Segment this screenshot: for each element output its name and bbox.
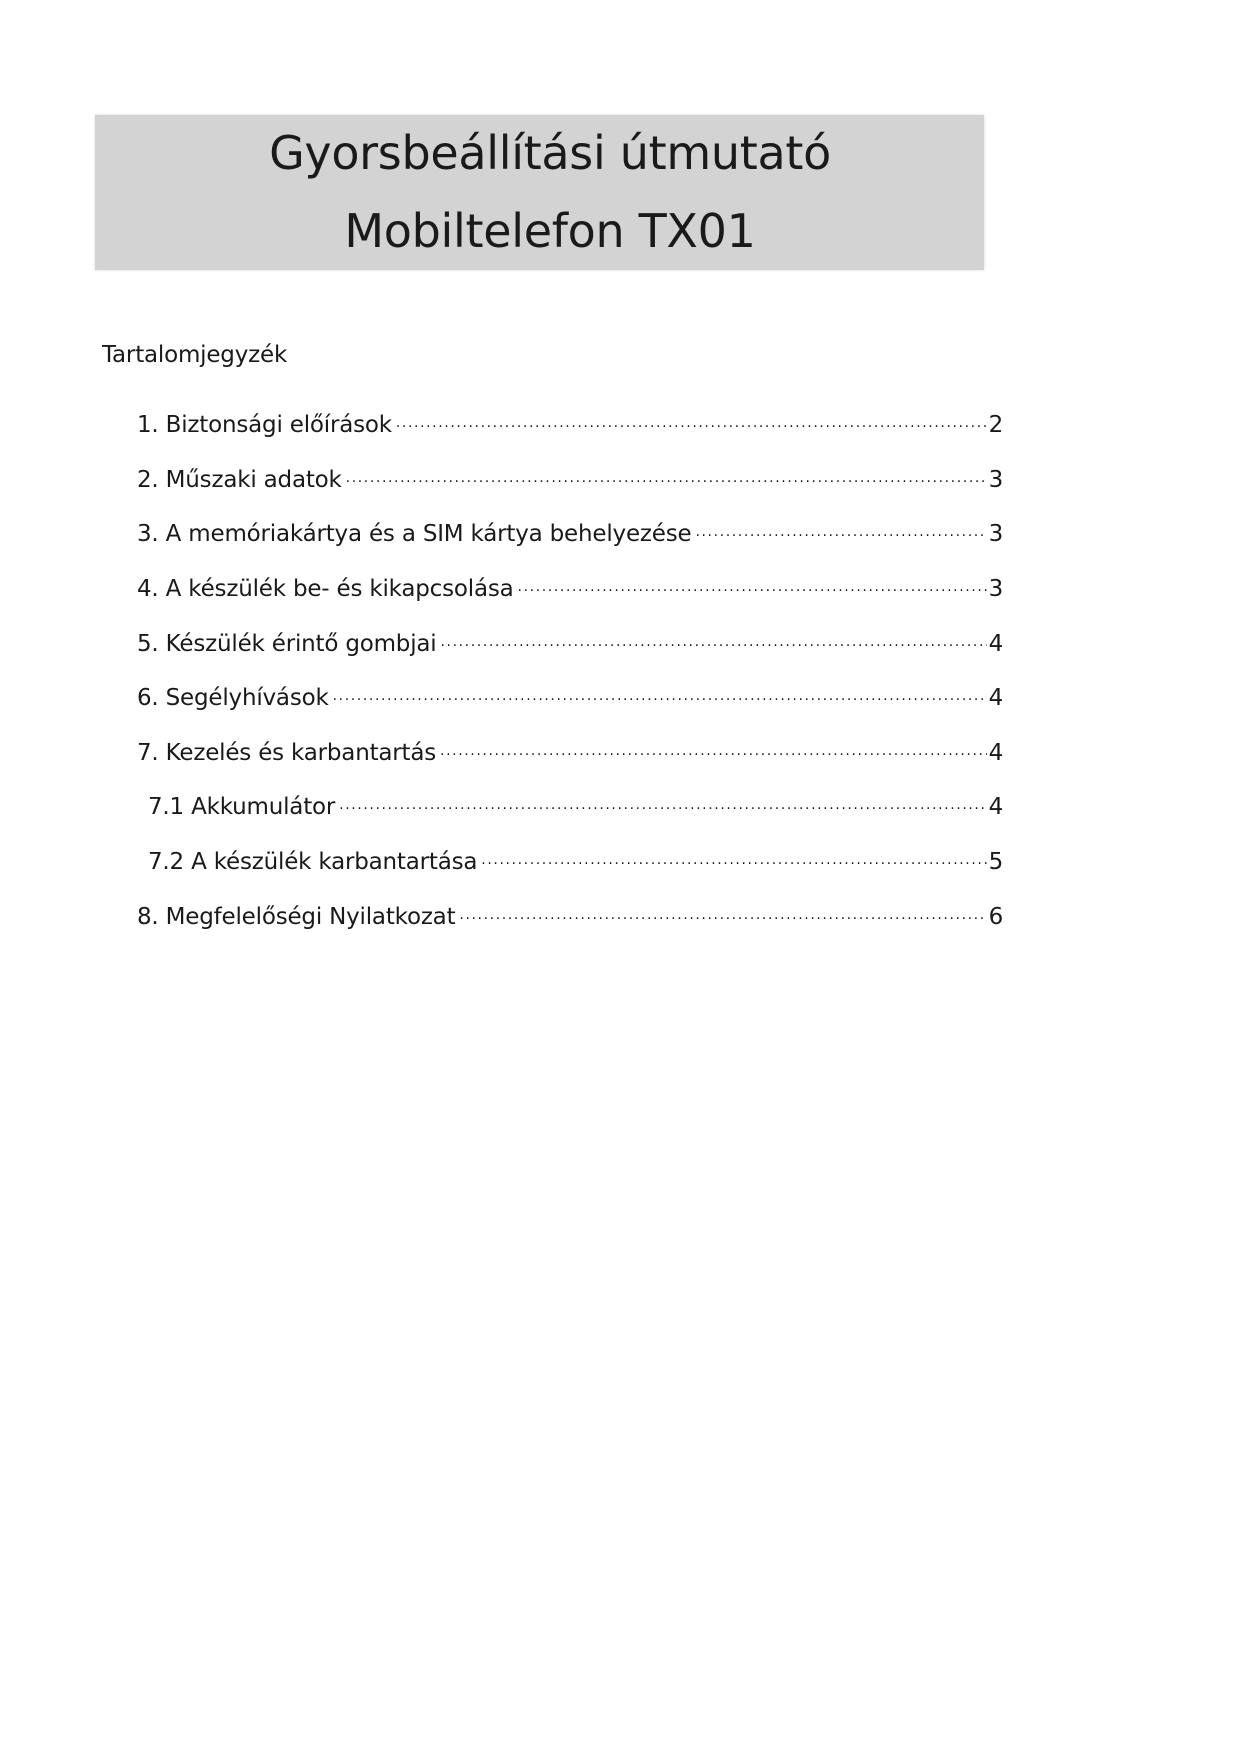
dot-leader: [339, 782, 986, 814]
toc-entry-page: 4: [988, 740, 1003, 766]
toc-entry-3[interactable]: [137, 509, 1003, 547]
toc-entry-4[interactable]: [137, 564, 1003, 602]
dot-leader: [396, 400, 987, 432]
toc-entry-title: 7.1 Akkumulátor: [148, 794, 336, 820]
toc-entry-title: 7. Kezelés és karbantartás: [137, 740, 437, 766]
toc-entry-page: 2: [988, 412, 1003, 438]
dot-leader: [346, 455, 987, 487]
toc-entry-page: 3: [988, 467, 1003, 493]
toc-entry-8[interactable]: [137, 892, 1003, 930]
document-title: Gyorsbeállítási útmutató: [269, 126, 831, 180]
toc-entry-title: 7.2 A készülék karbantartása: [148, 849, 478, 875]
toc-entry-5[interactable]: [137, 619, 1003, 657]
toc-entry-7[interactable]: [137, 728, 1003, 766]
dot-leader: [481, 837, 986, 869]
toc-entry-page: 3: [988, 521, 1003, 547]
toc-entry-1[interactable]: [137, 400, 1003, 438]
toc-heading: Tartalomjegyzék: [102, 342, 288, 368]
document-subtitle: Mobiltelefon TX01: [344, 204, 756, 258]
toc-entry-7-1[interactable]: [148, 782, 1003, 820]
dot-leader: [440, 728, 987, 760]
toc-entry-title: 8. Megfelelőségi Nyilatkozat: [137, 904, 456, 930]
dot-leader: [518, 564, 987, 596]
toc-entry-7-2[interactable]: [148, 837, 1003, 875]
toc-entry-2[interactable]: [137, 455, 1003, 493]
toc-entry-title: 1. Biztonsági előírások: [137, 412, 392, 438]
toc-entry-title: 6. Segélyhívások: [137, 685, 329, 711]
toc-entry-page: 4: [988, 631, 1003, 657]
toc-entry-title: 2. Műszaki adatok: [137, 467, 342, 493]
toc-entry-title: 3. A memóriakártya és a SIM kártya behelyezése: [137, 521, 692, 547]
toc-entry-page: 6: [988, 904, 1003, 930]
dot-leader: [695, 509, 986, 541]
toc-entry-page: 5: [988, 849, 1003, 875]
toc-entry-6[interactable]: [137, 673, 1003, 711]
dot-leader: [440, 619, 986, 651]
dot-leader: [333, 673, 987, 705]
toc-entry-page: 4: [988, 794, 1003, 820]
toc-entry-page: 3: [988, 576, 1003, 602]
toc-entry-title: 4. A készülék be- és kikapcsolása: [137, 576, 514, 602]
toc-entry-title: 5. Készülék érintő gombjai: [137, 631, 437, 657]
dot-leader: [459, 892, 986, 924]
toc-entry-page: 4: [988, 685, 1003, 711]
